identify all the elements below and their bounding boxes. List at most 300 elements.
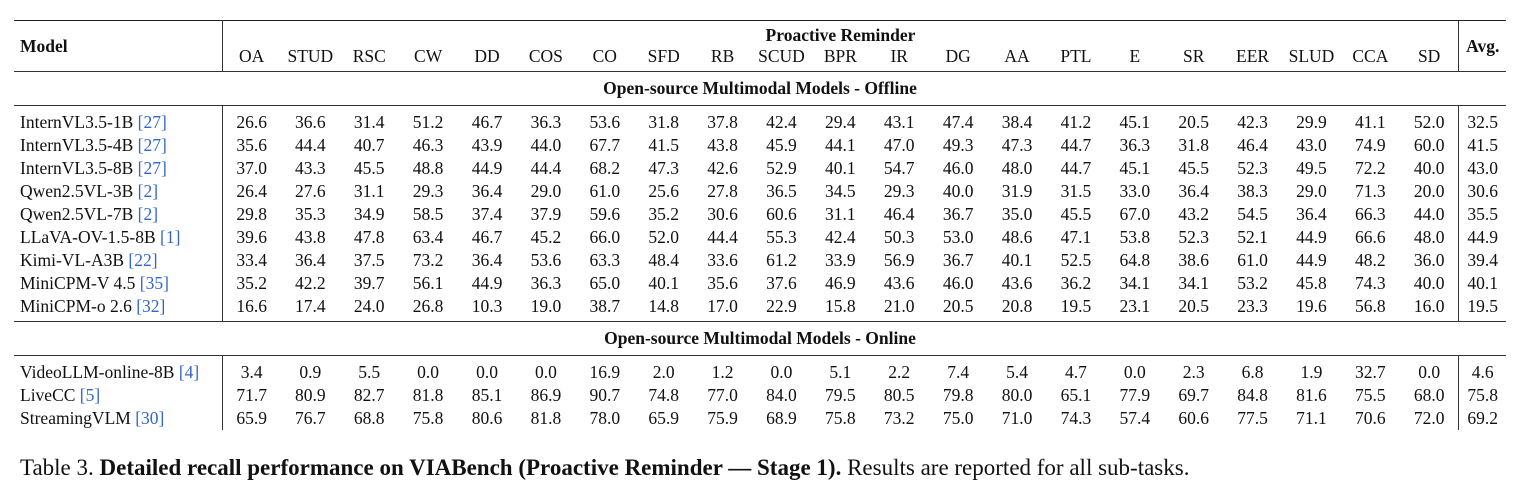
value-cell: 47.8	[353, 227, 385, 247]
model-label: StreamingVLM	[20, 408, 136, 428]
value-cell: 40.7	[353, 135, 385, 155]
value-cell: 34.5	[825, 181, 856, 201]
model-name	[14, 295, 222, 322]
value-cell: 78.0	[589, 408, 621, 428]
model-name	[14, 134, 222, 157]
value-cell: 37.8	[707, 112, 738, 132]
value-cell: 75.5	[1355, 385, 1386, 405]
section-row	[14, 72, 1506, 106]
value-cell: 76.7	[295, 408, 326, 428]
model-name	[14, 157, 222, 180]
value-cell: 45.1	[1119, 112, 1151, 132]
avg-cell: 40.1	[1459, 272, 1506, 295]
value-cell: 82.7	[353, 385, 385, 405]
value-cell: 81.8	[412, 385, 444, 405]
column-header: IR	[870, 46, 929, 72]
group-header: Proactive Reminder	[222, 21, 1459, 47]
value-cell: 31.5	[1060, 181, 1092, 201]
value-cell: 35.6	[707, 273, 738, 293]
value-cell: 20.8	[988, 295, 1047, 322]
column-header: COS	[516, 46, 575, 72]
table-row	[14, 384, 1506, 407]
citation-link[interactable]: [27]	[137, 112, 167, 132]
value-cell: 41.2	[1060, 112, 1092, 132]
value-cell: 17.4	[281, 295, 340, 322]
value-cell: 34.9	[353, 204, 385, 224]
value-cell: 26.4	[236, 181, 267, 201]
value-cell: 36.5	[766, 181, 797, 201]
value-cell: 3.4	[240, 362, 263, 382]
value-cell: 43.6	[1001, 273, 1033, 293]
value-cell: 0.0	[476, 362, 498, 382]
value-cell: 41.1	[1355, 112, 1386, 132]
value-cell: 14.8	[634, 295, 693, 322]
column-header: SFD	[634, 46, 693, 72]
value-cell: 44.1	[825, 135, 856, 155]
value-cell: 31.8	[1178, 135, 1209, 155]
value-cell: 43.9	[471, 135, 503, 155]
citation-link[interactable]: [35]	[139, 273, 169, 293]
value-cell: 19.5	[1046, 295, 1105, 322]
value-cell: 36.4	[1178, 181, 1209, 201]
value-cell: 65.0	[589, 273, 621, 293]
value-cell: 30.6	[707, 204, 738, 224]
value-cell: 84.8	[1237, 385, 1268, 405]
value-cell: 47.3	[648, 158, 679, 178]
column-header: DD	[458, 46, 517, 72]
table-row	[14, 203, 1506, 226]
value-cell: 35.3	[295, 204, 326, 224]
value-cell: 74.8	[648, 385, 679, 405]
value-cell: 44.9	[471, 158, 503, 178]
table-row	[14, 226, 1506, 249]
value-cell: 56.8	[1341, 295, 1400, 322]
citation-link[interactable]: [2]	[137, 181, 159, 201]
value-cell: 0.9	[299, 362, 322, 382]
value-cell: 36.0	[1413, 250, 1445, 270]
value-cell: 24.0	[340, 295, 399, 322]
value-cell: 52.0	[1413, 112, 1445, 132]
value-cell: 19.0	[516, 295, 575, 322]
value-cell: 46.3	[412, 135, 444, 155]
avg-cell: 30.6	[1459, 180, 1506, 203]
value-cell: 26.6	[236, 112, 267, 132]
column-header: CW	[399, 46, 458, 72]
value-cell: 29.3	[883, 181, 915, 201]
value-cell: 48.2	[1355, 250, 1386, 270]
value-cell: 57.4	[1119, 408, 1151, 428]
value-cell: 58.5	[412, 204, 444, 224]
value-cell: 44.7	[1060, 135, 1092, 155]
value-cell: 71.7	[236, 385, 267, 405]
value-cell: 68.8	[353, 408, 385, 428]
value-cell: 0.0	[1418, 362, 1441, 382]
value-cell: 73.2	[883, 408, 915, 428]
value-cell: 31.4	[353, 112, 385, 132]
value-cell: 36.3	[1119, 135, 1151, 155]
citation-link[interactable]: [4]	[178, 362, 200, 382]
value-cell: 40.0	[1413, 273, 1445, 293]
value-cell: 49.5	[1296, 158, 1327, 178]
value-cell: 37.6	[766, 273, 797, 293]
model-label: LiveCC	[20, 385, 80, 405]
value-cell: 45.5	[1060, 204, 1092, 224]
avg-cell: 75.8	[1459, 384, 1506, 407]
value-cell: 36.4	[471, 250, 503, 270]
citation-link[interactable]: [27]	[137, 158, 167, 178]
value-cell: 53.8	[1119, 227, 1151, 247]
value-cell: 29.0	[530, 181, 562, 201]
column-header: OA	[222, 46, 281, 72]
column-header: CO	[575, 46, 634, 72]
avg-cell: 39.4	[1459, 249, 1506, 272]
table-row	[14, 106, 1506, 135]
value-cell: 66.3	[1355, 204, 1386, 224]
citation-link[interactable]: [2]	[137, 204, 159, 224]
value-cell: 0.0	[534, 362, 557, 382]
value-cell: 80.5	[883, 385, 915, 405]
value-cell: 66.0	[589, 227, 621, 247]
section-title: Open-source Multimodal Models - Online	[14, 322, 1506, 356]
value-cell: 5.1	[829, 362, 852, 382]
value-cell: 61.0	[589, 181, 621, 201]
model-name	[14, 180, 222, 203]
value-cell: 39.7	[353, 273, 385, 293]
value-cell: 16.6	[222, 295, 281, 322]
value-cell: 80.9	[295, 385, 326, 405]
value-cell: 52.9	[766, 158, 797, 178]
avg-cell: 41.5	[1459, 134, 1506, 157]
value-cell: 29.3	[412, 181, 444, 201]
value-cell: 31.9	[1001, 181, 1033, 201]
value-cell: 32.7	[1355, 362, 1386, 382]
citation-link[interactable]: [32]	[136, 296, 166, 316]
caption-label: Table 3.	[20, 455, 94, 480]
value-cell: 45.9	[766, 135, 797, 155]
column-header: SR	[1164, 46, 1223, 72]
column-header: DG	[929, 46, 988, 72]
value-cell: 68.0	[1413, 385, 1445, 405]
column-header: SCUD	[752, 46, 811, 72]
value-cell: 26.8	[399, 295, 458, 322]
column-header: EER	[1223, 46, 1282, 72]
value-cell: 44.7	[1060, 158, 1092, 178]
value-cell: 67.0	[1119, 204, 1151, 224]
value-cell: 2.0	[652, 362, 675, 382]
value-cell: 39.6	[236, 227, 267, 247]
value-cell: 55.3	[766, 227, 797, 247]
value-cell: 74.9	[1355, 135, 1386, 155]
value-cell: 63.4	[412, 227, 444, 247]
results-table	[14, 20, 1506, 430]
value-cell: 33.6	[707, 250, 738, 270]
value-cell: 65.9	[648, 408, 679, 428]
value-cell: 46.4	[1237, 135, 1268, 155]
avg-cell: 19.5	[1459, 295, 1506, 322]
model-name	[14, 272, 222, 295]
value-cell: 46.7	[471, 112, 503, 132]
value-cell: 43.8	[295, 227, 326, 247]
value-cell: 36.4	[295, 250, 326, 270]
value-cell: 43.6	[883, 273, 915, 293]
value-cell: 27.8	[707, 181, 738, 201]
value-cell: 52.3	[1237, 158, 1268, 178]
value-cell: 48.8	[412, 158, 444, 178]
value-cell: 70.6	[1355, 408, 1386, 428]
value-cell: 53.2	[1237, 273, 1268, 293]
value-cell: 52.1	[1237, 227, 1268, 247]
value-cell: 33.0	[1119, 181, 1151, 201]
value-cell: 40.1	[648, 273, 679, 293]
value-cell: 46.9	[825, 273, 856, 293]
value-cell: 2.2	[888, 362, 911, 382]
value-cell: 74.3	[1060, 408, 1092, 428]
value-cell: 44.0	[530, 135, 562, 155]
value-cell: 66.6	[1355, 227, 1386, 247]
value-cell: 46.0	[942, 273, 974, 293]
value-cell: 29.9	[1296, 112, 1327, 132]
value-cell: 35.0	[1001, 204, 1033, 224]
value-cell: 52.3	[1178, 227, 1209, 247]
value-cell: 27.6	[295, 181, 326, 201]
value-cell: 53.6	[530, 250, 562, 270]
value-cell: 44.4	[530, 158, 562, 178]
model-label: VideoLLM-online-8B	[20, 362, 179, 382]
value-cell: 71.3	[1355, 181, 1386, 201]
value-cell: 1.2	[711, 362, 734, 382]
citation-link[interactable]: [1]	[160, 227, 181, 247]
value-cell: 80.0	[1001, 385, 1033, 405]
avg-header: Avg.	[1459, 21, 1506, 72]
model-header: Model	[14, 21, 222, 72]
value-cell: 43.8	[707, 135, 738, 155]
value-cell: 54.5	[1237, 204, 1268, 224]
value-cell: 72.0	[1413, 408, 1445, 428]
value-cell: 20.5	[1178, 112, 1209, 132]
value-cell: 47.3	[1001, 135, 1033, 155]
caption-bold: Detailed recall performance on VIABench (Proactive Reminder — Stage 1).	[99, 455, 842, 480]
value-cell: 7.4	[947, 362, 970, 382]
value-cell: 2.3	[1182, 362, 1205, 382]
value-cell: 43.1	[883, 112, 915, 132]
column-header: BPR	[811, 46, 870, 72]
value-cell: 40.1	[825, 158, 856, 178]
value-cell: 68.2	[589, 158, 621, 178]
value-cell: 48.6	[1001, 227, 1033, 247]
value-cell: 81.6	[1296, 385, 1327, 405]
value-cell: 20.5	[929, 295, 988, 322]
column-header: E	[1105, 46, 1164, 72]
value-cell: 86.9	[530, 385, 562, 405]
value-cell: 85.1	[471, 385, 503, 405]
table-row	[14, 157, 1506, 180]
value-cell: 40.0	[1413, 158, 1445, 178]
value-cell: 37.9	[530, 204, 562, 224]
citation-link[interactable]: [5]	[79, 385, 101, 405]
value-cell: 44.4	[707, 227, 738, 247]
model-name	[14, 106, 222, 135]
value-cell: 42.6	[707, 158, 738, 178]
value-cell: 47.4	[942, 112, 974, 132]
value-cell: 47.1	[1060, 227, 1092, 247]
citation-link[interactable]: [30]	[135, 408, 165, 428]
value-cell: 77.5	[1237, 408, 1268, 428]
value-cell: 56.9	[883, 250, 915, 270]
value-cell: 61.0	[1237, 250, 1268, 270]
value-cell: 52.0	[648, 227, 679, 247]
model-name	[14, 226, 222, 249]
value-cell: 73.2	[412, 250, 444, 270]
value-cell: 42.2	[295, 273, 326, 293]
section-row	[14, 322, 1506, 356]
value-cell: 80.6	[471, 408, 503, 428]
value-cell: 29.8	[236, 204, 267, 224]
column-header: SD	[1400, 46, 1459, 72]
value-cell: 42.4	[825, 227, 856, 247]
value-cell: 81.8	[530, 408, 562, 428]
value-cell: 68.9	[766, 408, 797, 428]
model-label: MiniCPM-o 2.6	[20, 296, 137, 316]
avg-cell: 69.2	[1459, 407, 1506, 430]
value-cell: 60.6	[766, 204, 797, 224]
value-cell: 47.0	[883, 135, 915, 155]
value-cell: 17.0	[693, 295, 752, 322]
avg-cell: 43.0	[1459, 157, 1506, 180]
table-row	[14, 134, 1506, 157]
value-cell: 75.8	[825, 408, 856, 428]
model-label: InternVL3.5-8B	[20, 158, 138, 178]
value-cell: 46.7	[471, 227, 503, 247]
value-cell: 63.3	[589, 250, 621, 270]
value-cell: 48.4	[648, 250, 679, 270]
value-cell: 36.3	[530, 273, 562, 293]
value-cell: 19.6	[1282, 295, 1341, 322]
value-cell: 29.4	[825, 112, 856, 132]
value-cell: 48.0	[1413, 227, 1445, 247]
value-cell: 75.0	[942, 408, 974, 428]
value-cell: 75.8	[412, 408, 444, 428]
value-cell: 25.6	[648, 181, 679, 201]
value-cell: 33.4	[236, 250, 267, 270]
value-cell: 35.2	[648, 204, 679, 224]
value-cell: 84.0	[766, 385, 797, 405]
value-cell: 0.0	[770, 362, 793, 382]
model-name	[14, 356, 222, 385]
value-cell: 46.4	[883, 204, 915, 224]
value-cell: 38.4	[1001, 112, 1033, 132]
value-cell: 46.0	[942, 158, 974, 178]
value-cell: 34.1	[1119, 273, 1151, 293]
value-cell: 75.9	[707, 408, 738, 428]
value-cell: 5.5	[358, 362, 381, 382]
value-cell: 56.1	[412, 273, 444, 293]
value-cell: 43.3	[295, 158, 326, 178]
value-cell: 79.8	[942, 385, 974, 405]
value-cell: 36.2	[1060, 273, 1092, 293]
column-header: SLUD	[1282, 46, 1341, 72]
model-label: MiniCPM-V 4.5	[20, 273, 140, 293]
citation-link[interactable]: [22]	[128, 250, 158, 270]
value-cell: 36.4	[1296, 204, 1327, 224]
value-cell: 61.2	[766, 250, 797, 270]
table-row	[14, 272, 1506, 295]
value-cell: 37.5	[353, 250, 385, 270]
value-cell: 53.6	[589, 112, 621, 132]
citation-link[interactable]: [27]	[137, 135, 167, 155]
value-cell: 38.7	[575, 295, 634, 322]
value-cell: 38.6	[1178, 250, 1209, 270]
value-cell: 37.0	[236, 158, 267, 178]
model-name	[14, 384, 222, 407]
value-cell: 51.2	[412, 112, 444, 132]
value-cell: 50.3	[883, 227, 915, 247]
value-cell: 44.9	[1296, 227, 1327, 247]
value-cell: 60.0	[1413, 135, 1445, 155]
value-cell: 65.1	[1060, 385, 1092, 405]
value-cell: 21.0	[870, 295, 929, 322]
value-cell: 42.4	[766, 112, 797, 132]
value-cell: 71.0	[1001, 408, 1033, 428]
value-cell: 43.0	[1296, 135, 1327, 155]
value-cell: 20.5	[1164, 295, 1223, 322]
value-cell: 0.0	[1123, 362, 1146, 382]
value-cell: 35.6	[236, 135, 267, 155]
value-cell: 36.6	[295, 112, 326, 132]
value-cell: 36.3	[530, 112, 562, 132]
value-cell: 1.9	[1300, 362, 1323, 382]
column-header: AA	[988, 46, 1047, 72]
value-cell: 0.0	[417, 362, 440, 382]
value-cell: 29.0	[1296, 181, 1327, 201]
table-caption	[20, 455, 1189, 481]
value-cell: 44.0	[1413, 204, 1445, 224]
value-cell: 35.2	[236, 273, 267, 293]
value-cell: 44.9	[1296, 250, 1327, 270]
value-cell: 77.9	[1119, 385, 1151, 405]
value-cell: 36.4	[471, 181, 503, 201]
table-row	[14, 407, 1506, 430]
value-cell: 37.4	[471, 204, 503, 224]
model-name	[14, 249, 222, 272]
value-cell: 31.1	[353, 181, 385, 201]
value-cell: 43.2	[1178, 204, 1209, 224]
value-cell: 65.9	[236, 408, 267, 428]
value-cell: 64.8	[1119, 250, 1151, 270]
value-cell: 23.1	[1105, 295, 1164, 322]
value-cell: 42.3	[1237, 112, 1268, 132]
value-cell: 5.4	[1006, 362, 1028, 382]
value-cell: 59.6	[589, 204, 621, 224]
model-label: Qwen2.5VL-7B	[20, 204, 138, 224]
value-cell: 48.0	[1001, 158, 1033, 178]
value-cell: 45.8	[1296, 273, 1327, 293]
model-label: InternVL3.5-1B	[20, 112, 138, 132]
table-row	[14, 295, 1506, 322]
avg-cell: 44.9	[1459, 226, 1506, 249]
column-header: CCA	[1341, 46, 1400, 72]
value-cell: 20.0	[1413, 181, 1445, 201]
value-cell: 38.3	[1237, 181, 1268, 201]
column-header: RSC	[340, 46, 399, 72]
value-cell: 45.2	[530, 227, 562, 247]
value-cell: 52.5	[1060, 250, 1092, 270]
model-label: Kimi-VL-A3B	[20, 250, 129, 270]
value-cell: 53.0	[942, 227, 974, 247]
value-cell: 31.8	[648, 112, 679, 132]
value-cell: 40.0	[942, 181, 974, 201]
value-cell: 16.0	[1400, 295, 1459, 322]
value-cell: 44.9	[471, 273, 503, 293]
